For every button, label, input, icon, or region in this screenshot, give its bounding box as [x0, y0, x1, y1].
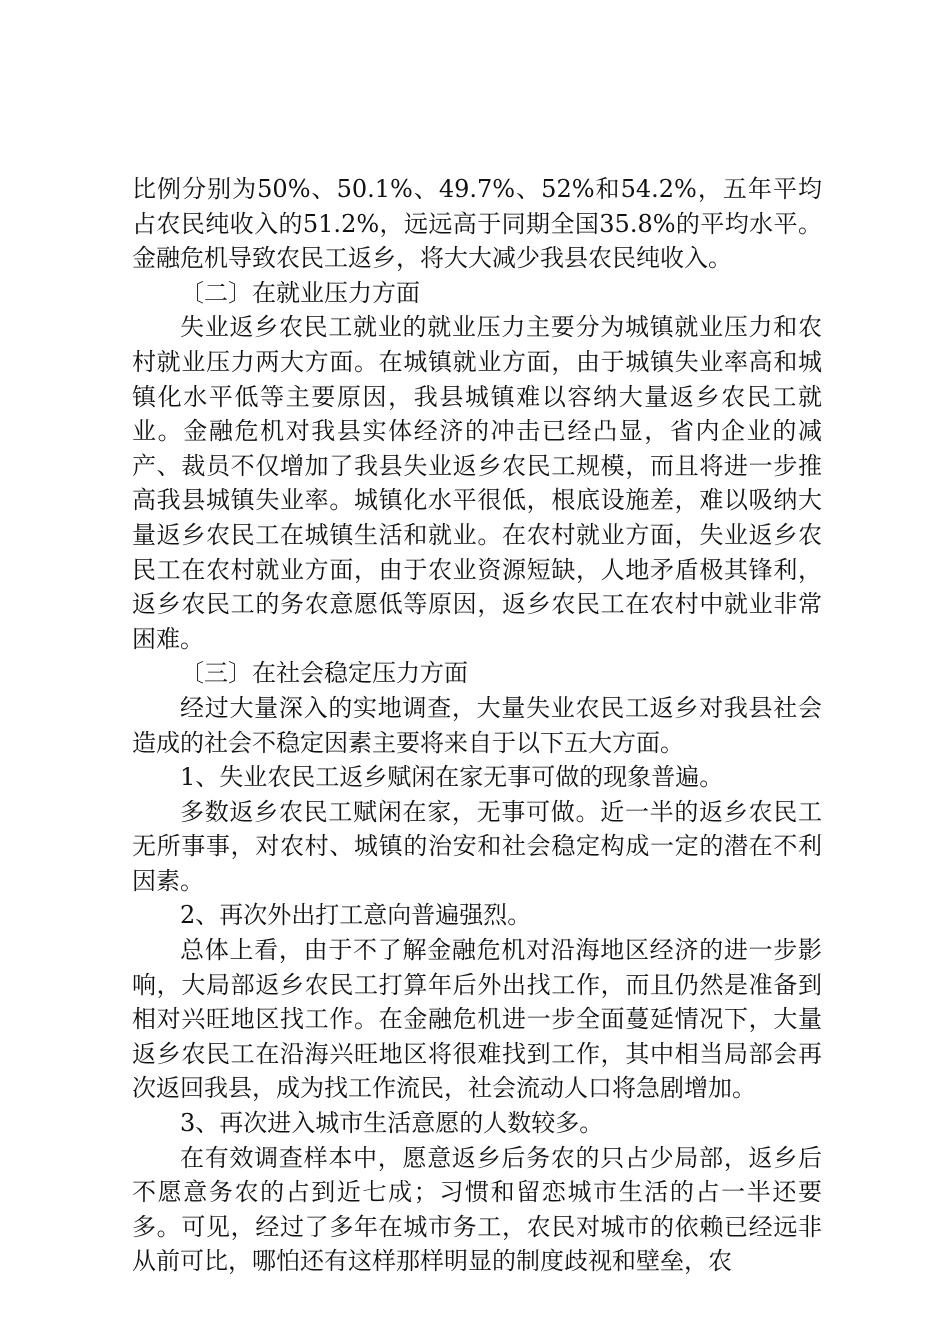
subheading-city-life: 3、再次进入城市生活意愿的人数较多。: [180, 1109, 604, 1138]
paragraph-social-stability-intro: 经过大量深入的实地调查，大量失业农民工返乡对我县社会造成的社会不稳定因素主要将来自于以下五大方面。: [132, 693, 822, 757]
heading-employment-pressure: 〔二〕在就业压力方面: [180, 278, 420, 307]
paragraph-employment-pressure: 失业返乡农民工就业的就业压力主要分为城镇就业压力和农村就业压力两大方面。在城镇就业方面，由于城镇失业率高和城镇化水平低等主要原因，我县城镇难以容纳大量返乡农民工就业。金融危机对我县实体经济的冲击已经凸显，省内企业的减产、裁员不仅增加了我县失业返乡农民工规模，而且将进一步推高我县城镇失业率。城镇化水平很低，根底设施差，难以吸纳大量返乡农民工在城镇生活和就业。在农村就业方面，失业返乡农民工在农村就业方面，由于农业资源短缺，人地矛盾极其锋利，返乡农民工的务农意愿低等原因，返乡农民工在农村中就业非常困难。: [132, 313, 822, 653]
heading-social-stability: 〔三〕在社会稳定压力方面: [180, 659, 468, 688]
paragraph-migrate-again: 总体上看，由于不了解金融危机对沿海地区经济的进一步影响，大局部返乡农民工打算年后外出找工作，而且仍然是准备到相对兴旺地区找工作。在金融危机进一步全面蔓延情况下，大量返乡农民工在沿海兴旺地区将很难找到工作，其中相当局部会再次返回我县，成为找工作流民，社会流动人口将急剧增加。: [132, 936, 822, 1103]
paragraph-income-ratio: 比例分别为50%、50.1%、49.7%、52%和54.2%，五年平均占农民纯收入的51.2%，远远高于同期全国35.8%的平均水平。金融危机导致农民工返乡，将大大减少我县农民纯收入。: [132, 175, 822, 273]
document-body: [132, 172, 822, 1279]
paragraph-idle-at-home: 多数返乡农民工赋闲在家，无事可做。近一半的返乡农民工无所事事，对农村、城镇的治安和社会稳定构成一定的潜在不利因素。: [132, 797, 822, 895]
paragraph-city-life: 在有效调查样本中，愿意返乡后务农的只占少局部，返乡后不愿意务农的占到近七成；习惯和留恋城市生活的占一半还要多。可见，经过了多年在城市务工，农民对城市的依赖已经远非从前可比，哪怕还有这样那样明显的制度歧视和壁垒，农: [132, 1143, 822, 1276]
subheading-idle-at-home: 1、失业农民工返乡赋闲在家无事可做的现象普遍。: [180, 763, 724, 792]
subheading-migrate-again: 2、再次外出打工意向普遍强烈。: [180, 901, 532, 930]
